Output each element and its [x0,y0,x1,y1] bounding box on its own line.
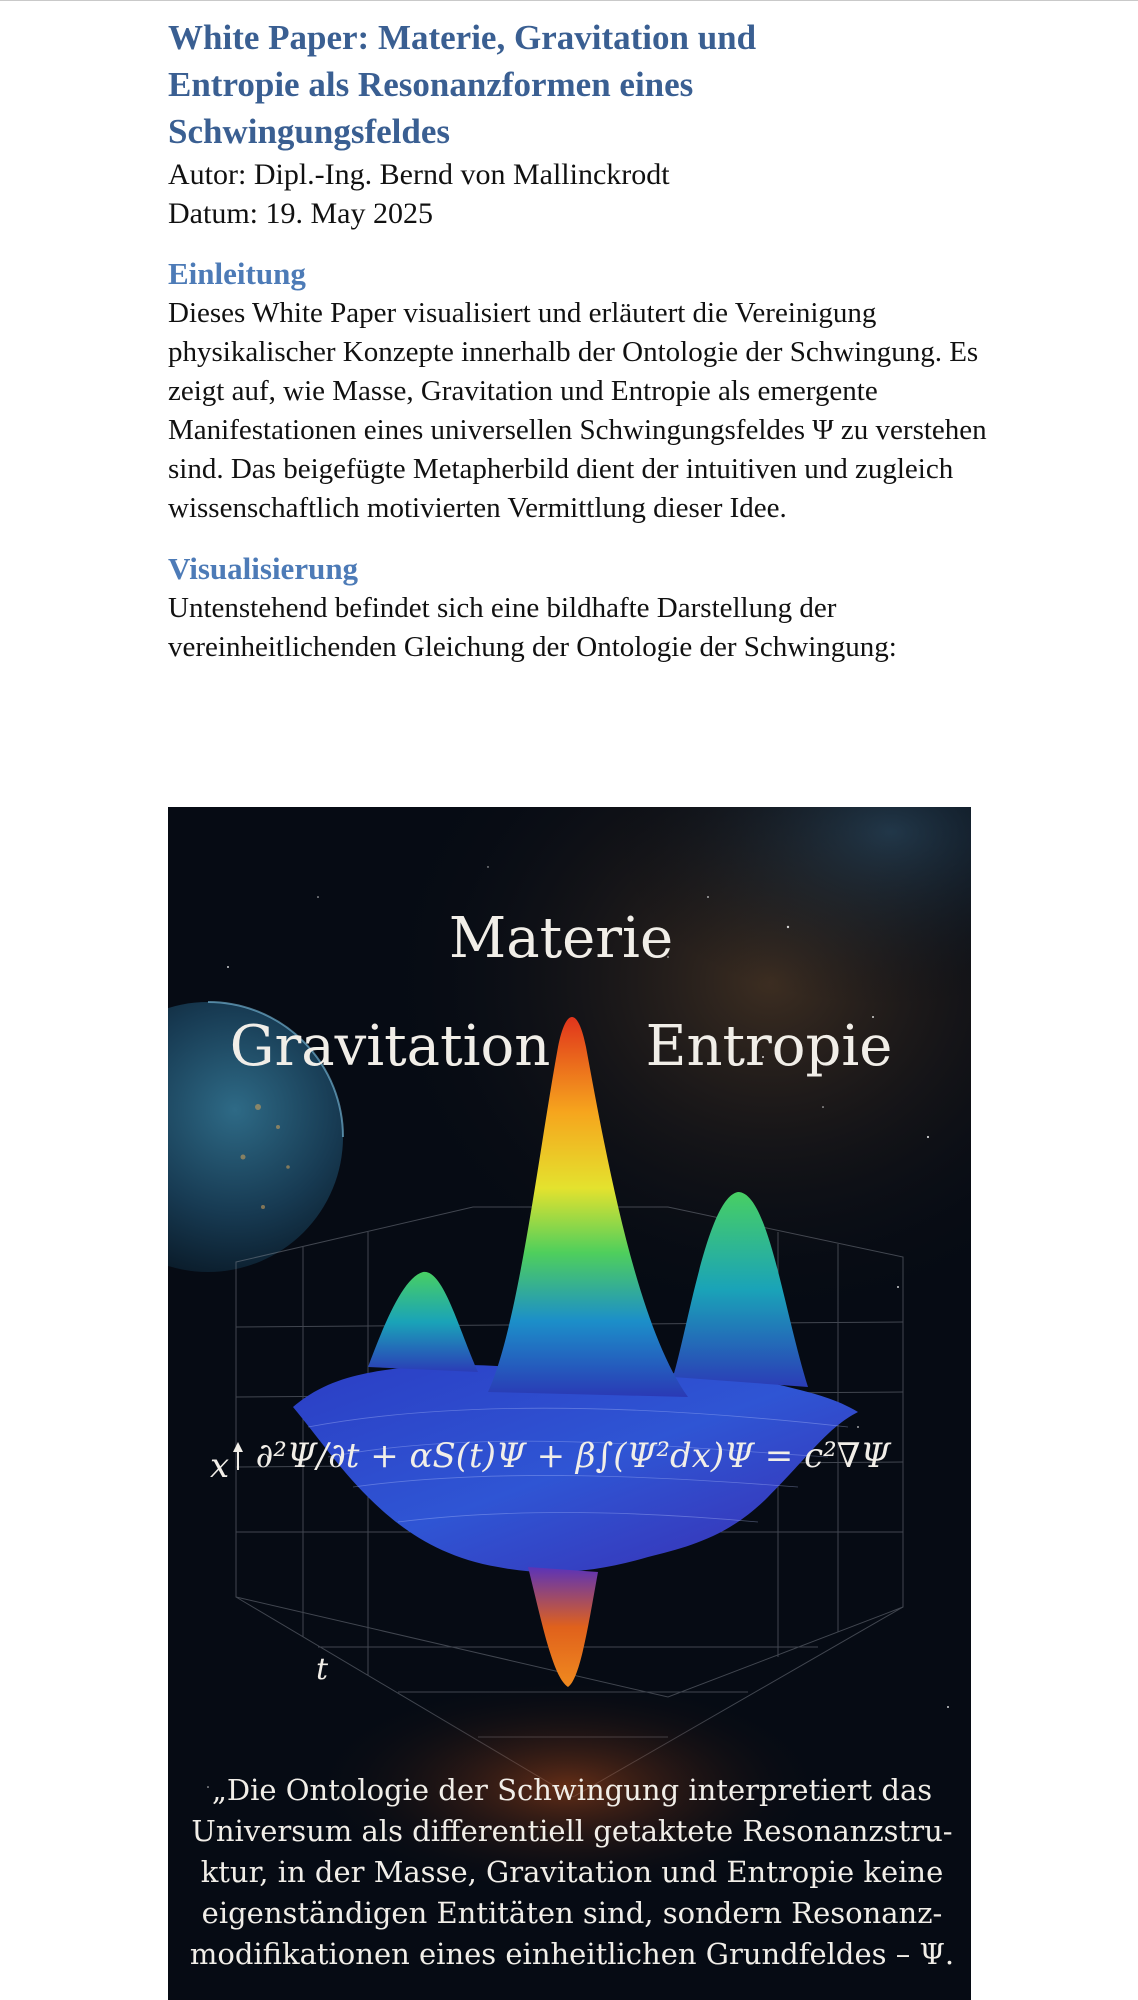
quote-block [190,1773,954,1971]
axis-t-label: t [316,1652,329,1687]
label-gravitation: Gravitation [229,1014,551,1079]
axis-x-label: x [210,1446,230,1486]
label-materie: Materie [448,906,674,971]
quote-line-5: modifikationen eines einheitlichen Grundfeldes – Ψ. [189,1937,955,1971]
field-equation: ∂²Ψ/∂t + αS(t)Ψ + β∫(Ψ²dx)Ψ = c²∇Ψ [255,1436,891,1476]
section-body-visualisierung: Untenstehend befindet sich eine bildhafte Darstellung der vereinheitlichenden Gleichung der Ontologie der Schwingung: [168,592,897,663]
label-entropie: Entropie [645,1014,893,1079]
date-line: Datum: 19. May 2025 [168,197,433,230]
author-line: Autor: Dipl.-Ing. Bernd von Mallinckrodt [168,158,670,191]
quote-line-1: „Die Ontologie der Schwingung interpretiert das [211,1773,933,1807]
document-page [168,14,988,667]
section-heading-visualisierung: Visualisierung [168,551,359,586]
metaphor-figure [168,807,971,2000]
document-title: White Paper: Materie, Gravitation und Entropie als Resonanzformen eines Schwingungsfeldes [168,18,757,151]
quote-line-3: ktur, in der Masse, Gravitation und Entropie keine [200,1855,944,1889]
section-heading-einleitung: Einleitung [168,256,306,291]
section-body-einleitung: Dieses White Paper visualisiert und erläutert die Vereinigung physikalischer Konzepte innerhalb der Ontologie der Schwingung. Es zeigt auf, wie Masse, Gravitation und Entropie als emergente Manifestationen eines universellen Schwingungsfeldes Ψ zu verstehen sind. Das beigefügte Metapherbild dient der intuitiven und zugleich wissenschaftlich motivierten Vermittlung dieser Idee. [168,297,987,524]
quote-line-4: eigenständigen Entitäten sind, sondern Resonanz- [201,1896,943,1930]
top-divider [0,0,1138,1]
figure-illustration [168,807,971,2000]
quote-line-2: Universum als differentiell getaktete Resonanzstru- [191,1814,953,1848]
